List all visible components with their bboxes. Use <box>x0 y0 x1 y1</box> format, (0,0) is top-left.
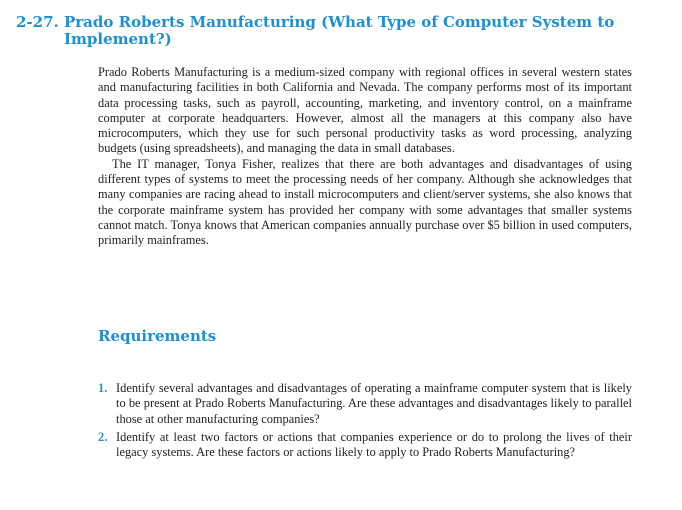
requirement-number: 2. <box>98 429 108 444</box>
requirements-heading: Requirements <box>98 327 217 345</box>
requirements-list <box>98 381 632 463</box>
paragraph: The IT manager, Tonya Fisher, realizes that there are both advantages and disadvantages of using different types of systems to meet the processing needs of her company. Although she acknowledges that many companies are racing ahead to install microcomputers and client/server systems, she also knows that the corporate mainframe system has provided her company with some advantages that smaller systems cannot match. Tonya knows that American companies annually purchase over $5 billion in used computers, primarily mainframes. <box>98 156 632 248</box>
problem-title-line2: Implement?) <box>64 30 172 48</box>
requirement-number: 1. <box>98 381 108 395</box>
requirement-item <box>98 430 632 461</box>
paragraph: Prado Roberts Manufacturing is a medium-sized company with regional offices in several western states and manufacturing facilities in both California and Nevada. The company performs most of its important data processing tasks, such as payroll, accounting, marketing, and inventory control, on a mainframe computer at corporate headquarters. However, almost all the managers at this company also have microcomputers, which they use for such personal productivity tasks as word processing, analyzing budgets (using spreadsheets), and managing the data in small databases. <box>98 65 632 156</box>
case-description <box>98 65 632 249</box>
requirement-text: Identify several advantages and disadvantages of operating a mainframe computer system that is likely to be present at Prado Roberts Manufacturing. Are these advantages and disadvantages likely to parallel those at other manufacturing companies? <box>116 381 632 426</box>
problem-heading <box>16 14 616 48</box>
problem-heading-line1 <box>16 14 616 31</box>
requirement-item <box>98 381 632 427</box>
problem-number: 2-27. <box>16 13 59 31</box>
problem-title-line1: Prado Roberts Manufacturing (What Type of Computer System to <box>64 13 615 31</box>
requirement-text: Identify at least two factors or actions that companies experience or do to prolong the lives of their legacy systems. Are these factors or actions likely to apply to Prado Roberts Manufacturing? <box>116 429 632 460</box>
